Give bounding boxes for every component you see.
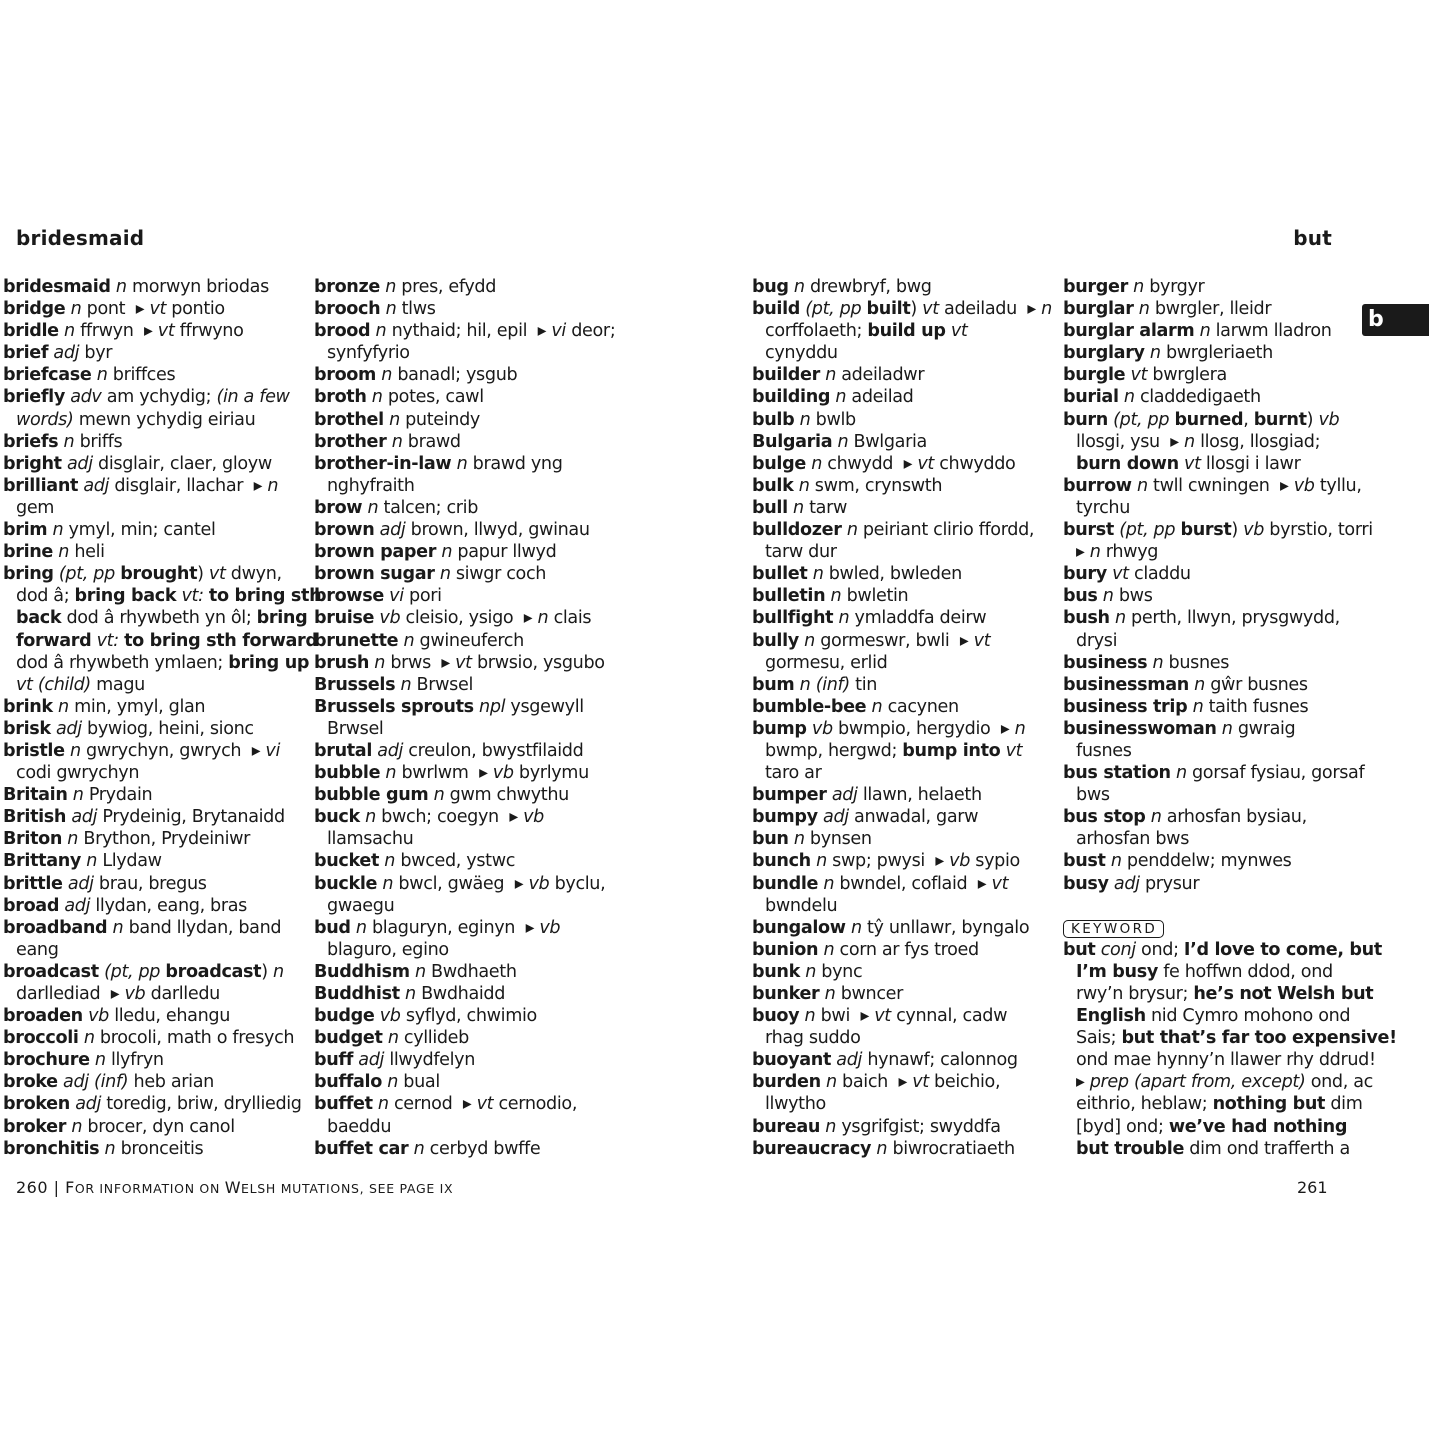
footer-separator: |	[53, 1178, 60, 1197]
entry-continuation: ▸ prep (apart from, except) ond, ac	[1076, 1072, 1373, 1093]
dictionary-entry: bucket n bwced, ystwc	[314, 851, 516, 872]
dictionary-entry: bud n blaguryn, eginyn ▸ vb	[314, 917, 561, 938]
entry-continuation: burn down vt llosgi i lawr	[1076, 453, 1301, 474]
dictionary-entry: bring (pt, pp brought) vt dwyn,	[3, 564, 282, 585]
column-3	[752, 276, 1052, 1160]
dictionary-entry: bureau n ysgrifgist; swyddfa	[752, 1116, 1001, 1137]
dictionary-entry: briefcase n briffces	[3, 365, 176, 386]
dictionary-entry: brittle adj brau, bregus	[3, 873, 207, 894]
dictionary-entry: bunk n bync	[752, 961, 863, 982]
dictionary-entry: broaden vb lledu, ehangu	[3, 1006, 231, 1027]
dictionary-entry: bus n bws	[1063, 586, 1153, 607]
entry-continuation: blaguro, egino	[327, 939, 449, 960]
dictionary-entry: bureaucracy n biwrocratiaeth	[752, 1138, 1015, 1159]
dictionary-entry: burrow n twll cwningen ▸ vb tyllu,	[1063, 475, 1362, 496]
dictionary-entry: burglary n bwrgleriaeth	[1063, 343, 1273, 364]
entry-continuation: taro ar	[765, 763, 822, 784]
dictionary-entry: brutal adj creulon, bwystfilaidd	[314, 740, 584, 761]
dictionary-entry: bulletin n bwletin	[752, 586, 909, 607]
dictionary-entry: buck n bwch; coegyn ▸ vb	[314, 807, 544, 828]
dictionary-entry: broke adj (inf) heb arian	[3, 1072, 214, 1093]
footer-info-w: W	[224, 1178, 242, 1197]
page-number-left: 260	[16, 1178, 49, 1197]
column-2	[314, 276, 614, 1160]
dictionary-entry: budge vb syflyd, chwimio	[314, 1006, 537, 1027]
dictionary-entry: broad adj llydan, eang, bras	[3, 895, 247, 916]
entry-continuation: ond mae hynny’n llawer rhy ddrud!	[1076, 1050, 1376, 1071]
footer-left	[16, 1178, 453, 1197]
dictionary-entry: bumble-bee n cacynen	[752, 696, 959, 717]
dictionary-entry: bunch n swp; pwysi ▸ vb sypio	[752, 851, 1020, 872]
dictionary-entry: bulb n bwlb	[752, 409, 856, 430]
thumb-index-tab: b	[1362, 304, 1429, 336]
dictionary-entry: bronze n pres, efydd	[314, 277, 497, 297]
dictionary-entry: bulk n swm, crynswth	[752, 475, 943, 496]
dictionary-entry: brown paper n papur llwyd	[314, 542, 557, 563]
dictionary-entry: business trip n taith fusnes	[1063, 696, 1309, 717]
dictionary-entry: brine n heli	[3, 542, 105, 563]
entry-continuation: gormesu, erlid	[765, 652, 888, 673]
dictionary-entry: bull n tarw	[752, 497, 847, 518]
dictionary-entry: broom n banadl; ysgub	[314, 365, 518, 386]
dictionary-entry: brilliant adj disglair, llachar ▸ n	[3, 475, 279, 496]
entry-continuation: rwy’n brysur; he’s not Welsh but	[1076, 984, 1374, 1004]
entry-continuation: words) mewn ychydig eiriau	[16, 409, 256, 430]
dictionary-entry: buoy n bwi ▸ vt cynnal, cadw	[752, 1006, 1008, 1027]
dictionary-entry: brink n min, ymyl, glan	[3, 696, 206, 717]
entry-continuation: tyrchu	[1076, 497, 1131, 518]
entry-continuation: but trouble dim ond trafferth a	[1076, 1138, 1350, 1159]
entry-continuation: forward vt: to bring sth forward	[16, 630, 318, 651]
dictionary-entry: Brussels sprouts npl ysgewyll	[314, 696, 584, 717]
running-head-right: but	[1293, 226, 1332, 250]
dictionary-entry: brood n nythaid; hil, epil ▸ vi deor;	[314, 321, 616, 342]
entry-continuation: nghyfraith	[327, 475, 415, 496]
dictionary-entry: broadband n band llydan, band	[3, 917, 282, 938]
entry-continuation: eang	[16, 939, 59, 960]
dictionary-entry: bury vt claddu	[1063, 564, 1191, 585]
dictionary-entry: buffalo n bual	[314, 1072, 440, 1093]
dictionary-entry: bullfight n ymladdfa deirw	[752, 608, 987, 629]
dictionary-entry: buffet car n cerbyd bwffe	[314, 1138, 541, 1159]
dictionary-entry: broken adj toredig, briw, drylliedig	[3, 1094, 302, 1115]
entry-continuation: Sais; but that’s far too expensive!	[1076, 1028, 1397, 1049]
dictionary-entry: bungalow n tŷ unllawr, byngalo	[752, 917, 1030, 938]
entry-continuation: gwaegu	[327, 895, 395, 916]
dictionary-entry: bundle n bwndel, coflaid ▸ vt	[752, 873, 1009, 894]
dictionary-entry: brow n talcen; crib	[314, 497, 479, 518]
dictionary-entry: brothel n puteindy	[314, 409, 480, 430]
dictionary-entry: burger n byrgyr	[1063, 277, 1205, 297]
dictionary-entry: brim n ymyl, min; cantel	[3, 520, 216, 541]
dictionary-entry: bubble n bwrlwm ▸ vb byrlymu	[314, 763, 589, 784]
dictionary-entry: broccoli n brocoli, math o fresych	[3, 1028, 295, 1049]
dictionary-entry: businesswoman n gwraig	[1063, 718, 1296, 739]
dictionary-entry: bus stop n arhosfan bysiau,	[1063, 807, 1307, 828]
dictionary-entry: brisk adj bywiog, heini, sionc	[3, 718, 254, 739]
dictionary-entry	[1063, 895, 1360, 917]
dictionary-entry: broker n brocer, dyn canol	[3, 1116, 235, 1137]
footer-info-rest2: ELSH MUTATIONS, SEE PAGE IX	[241, 1181, 454, 1196]
entry-continuation: ▸ n rhwyg	[1076, 542, 1159, 563]
dictionary-entry: brown adj brown, llwyd, gwinau	[314, 520, 590, 541]
dictionary-entry: Britain n Prydain	[3, 785, 153, 806]
dictionary-entry: bump vb bwmpio, hergydio ▸ n	[752, 718, 1026, 739]
dictionary-entry: burial n claddedigaeth	[1063, 387, 1261, 408]
dictionary-entry: brother-in-law n brawd yng	[314, 453, 563, 474]
dictionary-entry: bulldozer n peiriant clirio ffordd,	[752, 520, 1035, 541]
dictionary-entry: bum n (inf) tin	[752, 674, 878, 695]
dictionary-entry: bunion n corn ar fys troed	[752, 939, 979, 960]
dictionary-entry: building n adeilad	[752, 387, 914, 408]
dictionary-entry: briefs n briffs	[3, 431, 123, 452]
dictionary-entry: brooch n tlws	[314, 299, 436, 320]
dictionary-entry: bug n drewbryf, bwg	[752, 277, 932, 297]
dictionary-entry: briefly adv am ychydig; (in a few	[3, 387, 290, 408]
entry-continuation: fusnes	[1076, 740, 1132, 761]
dictionary-entry: browse vi pori	[314, 586, 442, 607]
dictionary-entry: brother n brawd	[314, 431, 461, 452]
dictionary-entry: brush n brws ▸ vt brwsio, ysgubo	[314, 652, 605, 673]
entry-continuation: tarw dur	[765, 542, 837, 563]
dictionary-entry: bruise vb cleisio, ysigo ▸ n clais	[314, 608, 592, 629]
dictionary-entry: buff adj llwydfelyn	[314, 1050, 476, 1071]
entry-continuation: bws	[1076, 785, 1110, 806]
dictionary-entry: bridge n pont ▸ vt pontio	[3, 299, 225, 320]
dictionary-entry: bridle n ffrwyn ▸ vt ffrwyno	[3, 321, 244, 342]
entry-continuation: Brwsel	[327, 718, 384, 739]
entry-continuation: dod â rhywbeth ymlaen; bring up	[16, 652, 310, 673]
entry-continuation: rhag suddo	[765, 1028, 861, 1049]
dictionary-entry: Brittany n Llydaw	[3, 851, 162, 872]
dictionary-entry: bust n penddelw; mynwes	[1063, 851, 1292, 872]
dictionary-entry: Briton n Brython, Prydeiniwr	[3, 829, 251, 850]
dictionary-entry: Buddhist n Bwdhaidd	[314, 984, 506, 1004]
entry-continuation: vt (child) magu	[16, 674, 145, 695]
dictionary-entry: burn (pt, pp burned, burnt) vb	[1063, 409, 1340, 430]
dictionary-entry: bright adj disglair, claer, gloyw	[3, 453, 272, 474]
dictionary-entry: bumper adj llawn, helaeth	[752, 785, 982, 806]
entry-continuation: eithrio, heblaw; nothing but dim	[1076, 1094, 1363, 1115]
dictionary-entry: bush n perth, llwyn, prysgwydd,	[1063, 608, 1340, 629]
dictionary-entry: businessman n gŵr busnes	[1063, 674, 1308, 695]
dictionary-entry: bronchitis n bronceitis	[3, 1138, 204, 1159]
dictionary-entry: bubble gum n gwm chwythu	[314, 785, 569, 806]
dictionary-entry: bridesmaid n morwyn briodas	[3, 277, 269, 297]
dictionary-entry: burgle vt bwrglera	[1063, 365, 1227, 386]
running-head-left: bridesmaid	[16, 226, 145, 250]
entry-continuation: drysi	[1076, 630, 1118, 651]
dictionary-entry: broth n potes, cawl	[314, 387, 484, 408]
dictionary-entry: but conj ond; I’d love to come, but	[1063, 939, 1382, 960]
page-number-right: 261	[1297, 1178, 1328, 1197]
dictionary-entry: busy adj prysur	[1063, 873, 1200, 894]
entry-continuation: cynyddu	[765, 343, 838, 364]
dictionary-entry: budget n cyllideb	[314, 1028, 469, 1049]
dictionary-entry: bristle n gwrychyn, gwrych ▸ vi	[3, 740, 281, 761]
footer-info-rest: OR INFORMATION ON	[74, 1181, 225, 1196]
dictionary-entry: buoyant adj hynawf; calonnog	[752, 1050, 1018, 1071]
dictionary-entry: brunette n gwineuferch	[314, 630, 524, 651]
entry-continuation: synfyfyrio	[327, 343, 410, 364]
entry-continuation: dod â; bring back vt: to bring sth	[16, 586, 322, 607]
dictionary-entry: bus station n gorsaf fysiau, gorsaf	[1063, 763, 1365, 784]
entry-continuation: gem	[16, 497, 55, 518]
dictionary-entry: burden n baich ▸ vt beichio,	[752, 1072, 1001, 1093]
dictionary-entry: bumpy adj anwadal, garw	[752, 807, 979, 828]
footer-info-lead: F	[65, 1178, 75, 1197]
dictionary-entry: Brussels n Brwsel	[314, 674, 473, 695]
dictionary-entry: bullet n bwled, bwleden	[752, 564, 962, 585]
entry-continuation: bwndelu	[765, 895, 838, 916]
dictionary-entry: broadcast (pt, pp broadcast) n	[3, 961, 284, 982]
entry-continuation: codi gwrychyn	[16, 763, 140, 784]
column-1	[3, 276, 322, 1160]
dictionary-entry: British adj Prydeinig, Brytanaidd	[3, 807, 285, 828]
entry-continuation: llwytho	[765, 1094, 826, 1115]
column-4	[1063, 276, 1397, 1160]
entry-continuation: I’m busy fe hoffwn ddod, ond	[1076, 961, 1333, 982]
dictionary-entry: brochure n llyfryn	[3, 1050, 164, 1071]
entry-continuation: llosgi, ysu ▸ n llosg, llosgiad;	[1076, 431, 1321, 452]
dictionary-entry: builder n adeiladwr	[752, 365, 925, 386]
keyword-box: KEYWORD	[1063, 917, 1360, 939]
dictionary-entry: brief adj byr	[3, 343, 113, 364]
dictionary-entry: bunker n bwncer	[752, 984, 904, 1004]
dictionary-entry: burglar n bwrgler, lleidr	[1063, 299, 1272, 320]
entry-continuation: baeddu	[327, 1116, 392, 1137]
entry-continuation: bwmp, hergwd; bump into vt	[765, 740, 1023, 761]
dictionary-entry: Buddhism n Bwdhaeth	[314, 961, 517, 982]
entry-continuation: darllediad ▸ vb darlledu	[16, 984, 220, 1004]
dictionary-entry: brown sugar n siwgr coch	[314, 564, 547, 585]
entry-continuation: corffolaeth; build up vt	[765, 321, 968, 342]
dictionary-entry: build (pt, pp built) vt adeiladu ▸ n	[752, 299, 1052, 320]
dictionary-entry: bully n gormeswr, bwli ▸ vt	[752, 630, 991, 651]
dictionary-entry: Bulgaria n Bwlgaria	[752, 431, 927, 452]
entry-continuation: [byd] ond; we’ve had nothing	[1076, 1116, 1348, 1137]
entry-continuation: back dod â rhywbeth yn ôl; bring	[16, 608, 308, 629]
dictionary-entry: buckle n bwcl, gwäeg ▸ vb byclu,	[314, 873, 606, 894]
dictionary-entry: business n busnes	[1063, 652, 1230, 673]
dictionary-entry: burglar alarm n larwm lladron	[1063, 321, 1332, 342]
dictionary-entry: bun n bynsen	[752, 829, 872, 850]
dictionary-entry: bulge n chwydd ▸ vt chwyddo	[752, 453, 1016, 474]
entry-continuation: arhosfan bws	[1076, 829, 1190, 850]
dictionary-entry: burst (pt, pp burst) vb byrstio, torri	[1063, 520, 1373, 541]
entry-continuation: English nid Cymro mohono ond	[1076, 1006, 1351, 1027]
entry-continuation: llamsachu	[327, 829, 414, 850]
dictionary-entry: buffet n cernod ▸ vt cernodio,	[314, 1094, 578, 1115]
